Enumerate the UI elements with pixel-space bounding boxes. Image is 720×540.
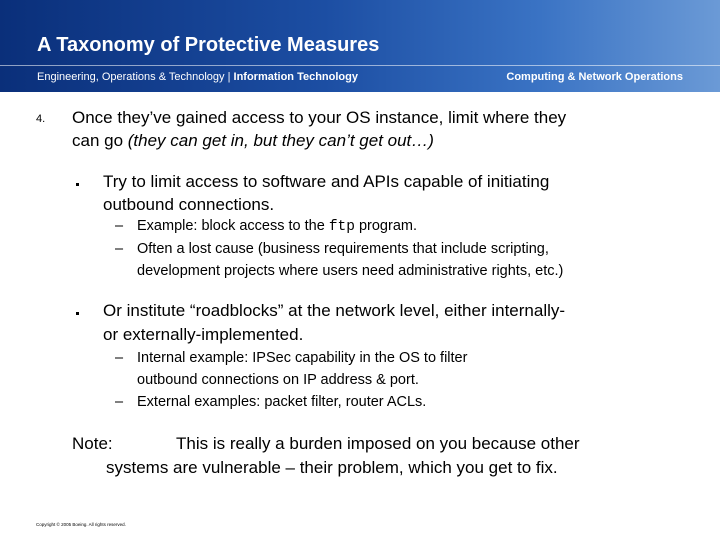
sub1a-prefix: Example: block access to the: [137, 218, 329, 234]
header-subtitle-left: [37, 71, 358, 83]
sub2b-line: External examples: packet filter, router ACLs.: [137, 394, 427, 410]
note-line2: systems are vulnerable – their problem, which you get to fix.: [106, 458, 558, 477]
bullet2-line1: Or institute “roadblocks” at the network level, either internally-: [103, 301, 566, 320]
bullet-marker-1: [76, 183, 79, 186]
subtitle-left-bold: Information Technology: [233, 71, 358, 83]
dash-marker: –: [115, 394, 124, 410]
sub2a-line1: Internal example: IPSec capability in the OS to filter: [137, 350, 468, 366]
main-point-line1: Once they’ve gained access to your OS instance, limit where they: [72, 108, 567, 127]
header-divider: [0, 65, 720, 66]
item-number: 4.: [36, 113, 46, 125]
main-point-line2: [72, 130, 434, 152]
note-line1: This is really a burden imposed on you because other: [176, 434, 580, 453]
main-point-line2-prefix: can go: [72, 131, 128, 150]
sub1a-code: ftp: [328, 219, 355, 235]
bullet1-line2: outbound connections.: [103, 195, 275, 214]
dash-marker: –: [115, 241, 124, 257]
sub1a-suffix: program.: [354, 218, 417, 234]
note-label: Note:: [72, 434, 113, 453]
sub1b-line2: development projects where users need administrative rights, etc.): [137, 263, 564, 279]
sub2a-line2: outbound connections on IP address & port.: [137, 372, 419, 388]
sub1a-line: [137, 217, 417, 237]
dash-marker: –: [115, 218, 124, 234]
subtitle-left-prefix: Engineering, Operations & Technology |: [37, 71, 234, 83]
sub1b-line1: Often a lost cause (business requirements that include scripting,: [137, 241, 549, 257]
header-subtitle-right: Computing & Network Operations: [506, 71, 683, 83]
copyright-footer: Copyright © 2005 Boeing. All rights reserved.: [36, 522, 126, 527]
slide-title: A Taxonomy of Protective Measures: [37, 34, 380, 56]
main-point-italic: (they can get in, but they can’t get out…): [127, 131, 434, 150]
bullet-marker-2: [76, 312, 79, 315]
dash-marker: –: [115, 350, 124, 366]
bullet1-line1: Try to limit access to software and APIs capable of initiating: [103, 172, 550, 191]
slide-header: [0, 0, 720, 92]
bullet2-line2: or externally-implemented.: [103, 325, 304, 344]
